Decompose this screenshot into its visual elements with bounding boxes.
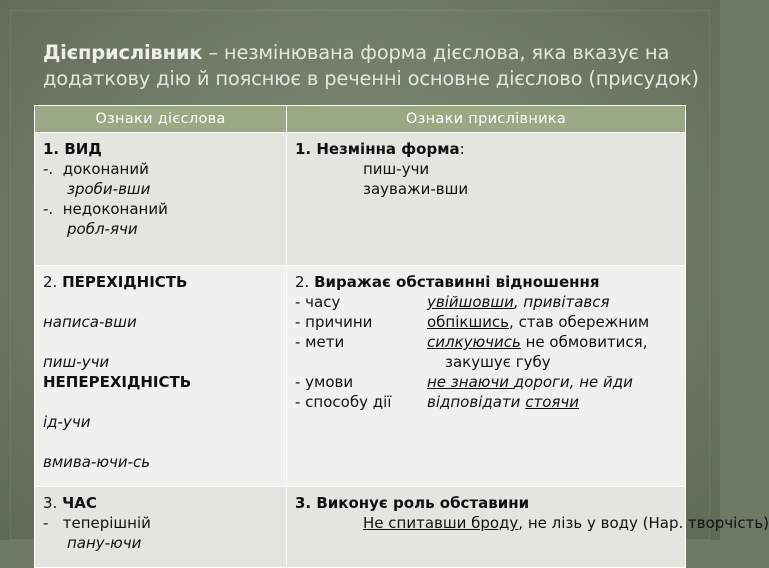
header-verb-features: Ознаки дієслова bbox=[35, 106, 287, 133]
list-item: - часу увійшовши, привітався bbox=[295, 293, 610, 311]
list-item: -. доконаний bbox=[43, 160, 149, 178]
example-word: пиш-учи bbox=[43, 353, 110, 371]
example-word: зроби-вши bbox=[67, 180, 151, 198]
transitivity-heading: 2. ПЕРЕХІДНІСТЬ bbox=[43, 273, 188, 291]
example-word: написа-вши bbox=[43, 313, 137, 331]
title-term: Дієприслівник bbox=[43, 41, 203, 64]
example-word: робл-ячи bbox=[67, 220, 138, 238]
cell-adverbial-role bbox=[287, 487, 769, 568]
table-row bbox=[35, 487, 686, 568]
aspect-heading: 1. ВИД bbox=[43, 140, 102, 158]
title-definition: – незмінювана форма дієслова, яка вказує на додаткову дію й пояснює в реченні основне дієслово (присудок) bbox=[43, 41, 699, 90]
comparison-table bbox=[34, 105, 769, 568]
table-row bbox=[35, 266, 686, 487]
example-word: вмива-ючи-сь bbox=[43, 453, 151, 471]
cell-circumstantial bbox=[287, 266, 686, 487]
list-item: - способу дії відповідати стоячи bbox=[295, 393, 579, 411]
cell-transitivity bbox=[35, 266, 287, 487]
example-word: пиш-учи bbox=[363, 160, 430, 178]
tense-heading: 3. ЧАС bbox=[43, 494, 97, 512]
intransitivity-heading: НЕПЕРЕХІДНІСТЬ bbox=[43, 373, 192, 391]
cell-tense bbox=[35, 487, 287, 568]
cell-unchangeable-form bbox=[287, 133, 686, 266]
example-word: пану-ючи bbox=[67, 534, 142, 552]
list-item: - теперішній bbox=[43, 514, 151, 532]
adverbial-role-heading: 3. Виконує роль обставини bbox=[295, 494, 530, 512]
list-item: -. недоконаний bbox=[43, 200, 168, 218]
header-adverb-features: Ознаки прислівника bbox=[287, 106, 686, 133]
cell-aspect bbox=[35, 133, 287, 266]
unchangeable-heading: 1. Незмінна форма: bbox=[295, 140, 465, 158]
slide-title bbox=[43, 40, 703, 92]
list-item: - причини обпікшись, став обережним bbox=[295, 313, 650, 331]
table-row bbox=[35, 133, 686, 266]
circumstantial-heading: 2. Виражає обставинні відношення bbox=[295, 273, 600, 291]
example-sentence: Не спитавши броду, не лізь у воду (Нар. творчість) bbox=[363, 514, 769, 532]
example-word: зауважи-вши bbox=[363, 180, 469, 198]
list-item: - мети силкуючись не обмовитися, bbox=[295, 333, 648, 351]
table-header-row bbox=[35, 106, 686, 133]
example-word: ід-учи bbox=[43, 413, 91, 431]
list-item-continuation: закушує губу bbox=[445, 353, 551, 371]
list-item: - умови не знаючи дороги, не йди bbox=[295, 373, 633, 391]
